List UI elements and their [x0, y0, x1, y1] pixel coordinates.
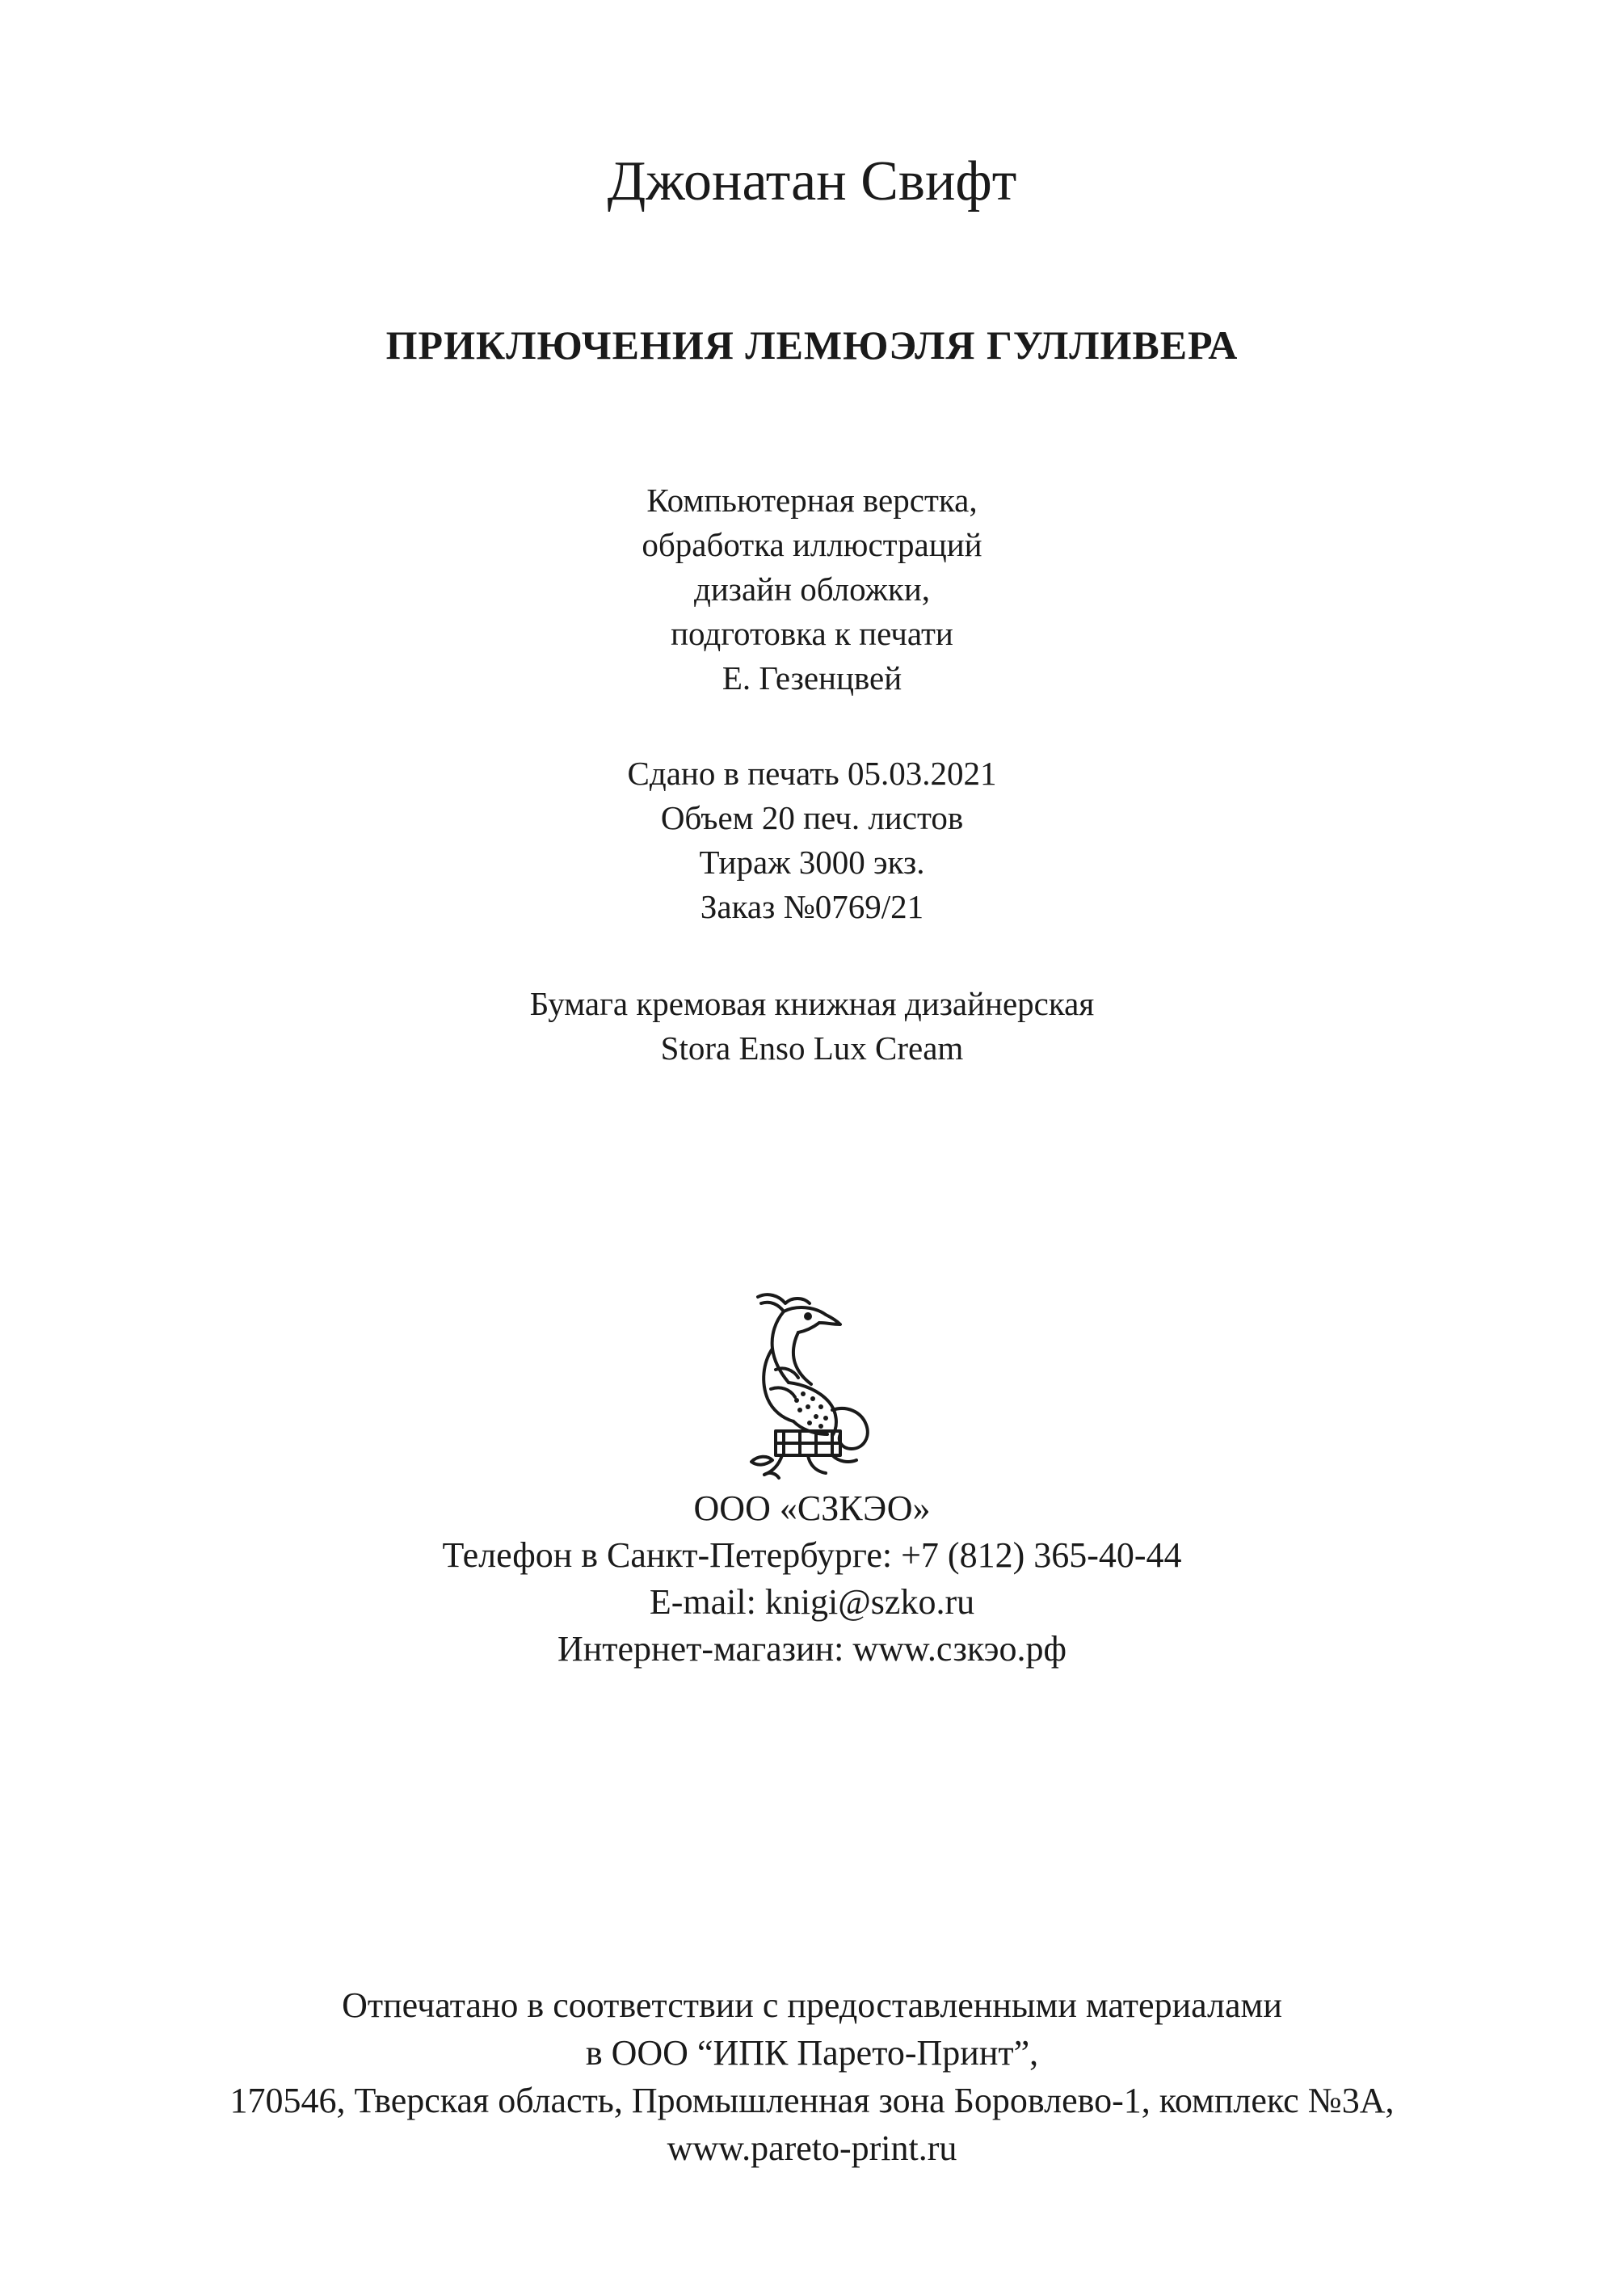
- credits-line: обработка иллюстраций: [642, 526, 982, 563]
- publisher-phone: Телефон в Санкт-Петербурге: +7 (812) 365-40-44: [442, 1535, 1182, 1575]
- credits-line: дизайн обложки,: [693, 570, 931, 608]
- print-info-line: Сдано в печать 05.03.2021: [627, 755, 997, 792]
- author-name-text: Джонатан Свифт: [607, 150, 1017, 213]
- credits-line: Компьютерная верстка,: [646, 482, 978, 519]
- printer-line: в ООО “ИПК Парето-Принт”,: [585, 2033, 1039, 2073]
- printer-line: 170546, Тверская область, Промышленная зона Боровлево-1, комплекс №3А,: [229, 2081, 1395, 2120]
- print-info-line: Заказ №0769/21: [700, 888, 924, 925]
- author-name: [0, 145, 1624, 218]
- print-info-line: Тираж 3000 экз.: [699, 844, 925, 881]
- book-title-text: ПРИКЛЮЧЕНИЯ ЛЕМЮЭЛЯ ГУЛЛИВЕРА: [385, 322, 1239, 368]
- credits-block: [0, 478, 1624, 701]
- griffin-emblem-icon: [719, 1289, 905, 1483]
- paper-info-line: Бумага кремовая книжная дизайнерская: [529, 985, 1095, 1022]
- publisher-email: E-mail: knigi@szko.ru: [649, 1582, 975, 1622]
- print-info-line: Объем 20 печ. листов: [660, 799, 964, 836]
- credits-line: подготовка к печати: [671, 615, 953, 652]
- printer-line: Отпечатано в соответствии с предоставленными материалами: [342, 1985, 1282, 2025]
- printer-website: www.pareto-print.ru: [667, 2128, 957, 2168]
- publisher-block: [0, 1485, 1624, 1673]
- publisher-name: ООО «СЗКЭО»: [693, 1488, 931, 1528]
- paper-info-line: Stora Enso Lux Cream: [660, 1029, 964, 1067]
- credits-line: Е. Гезенцвей: [722, 659, 902, 697]
- book-title: [0, 317, 1624, 373]
- paper-info-block: [0, 982, 1624, 1071]
- publisher-webshop: Интернет-магазин: www.сзкэо.рф: [557, 1629, 1067, 1669]
- print-info-block: [0, 751, 1624, 929]
- printer-block: [0, 1981, 1624, 2172]
